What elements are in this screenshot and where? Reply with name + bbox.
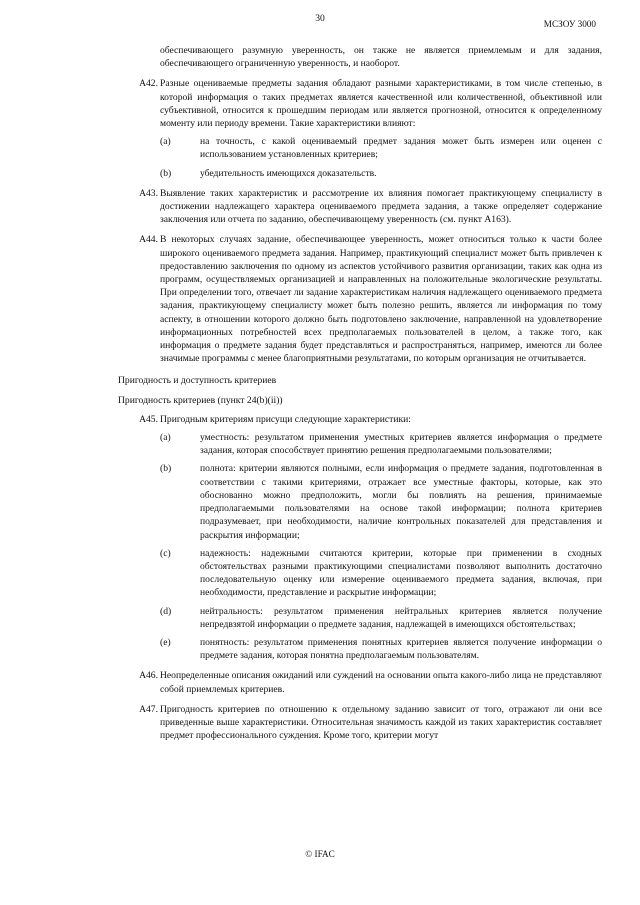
paragraph-number: A47. bbox=[139, 703, 158, 715]
paragraph-text: В некоторых случаях задание, обеспечивающее уверенность, может относиться только к части более широкого оцениваемого предмета задания. Например, практикующий специалист может быть привлечен к предоставлению заключения по одному из аспектов устойчивого развития организации, таких как одна из программ, осуществляемых организацией и направленных на положительные экологические результаты. При определении того, отвечает ли задание характеристикам наличия надлежащего оцениваемого предмета задания, практикующему специалисту может быть полезно решить, является ли информация по тому аспекту, в отношении которого должно быть подготовлено заключение, направленной на удовлетворение информационных потребностей всех предполагаемых пользователей в целом, а также того, как информация о предмете задания будет представляться и распространяться, например, имеются ли более значимые программы с менее благоприятными результатами, по которым организация не отчитывается. bbox=[160, 234, 602, 365]
paragraph-a43 bbox=[118, 187, 602, 227]
list-item-label: (b) bbox=[160, 463, 172, 475]
list-item-label: (a) bbox=[160, 136, 171, 148]
list-item-text: уместность: результатом применения уместных критериев является информация о предмете задания, которая способствует принятию решения предполагаемыми пользователями; bbox=[200, 432, 602, 457]
list-item bbox=[160, 135, 602, 161]
list-item bbox=[160, 167, 602, 180]
list-a42 bbox=[160, 135, 602, 180]
list-item bbox=[160, 636, 602, 662]
list-item-text: полнота: критерии являются полными, если информация о предмете задания, подготовленная в соответствии с такими критериями, отражает все уместные факторы, которые, как это обоснованно можно предположить, могли бы повлиять на решения, принимаемые предполагаемыми пользователями на основе такой информации; полнота критериев подразумевает, при необходимости, наличие контрольных показателей для представления и раскрытия информации; bbox=[200, 463, 602, 541]
list-item-text: надежность: надежными считаются критерии, которые при применении в сходных обстоятельствах разными практикующими специалистами позволяют выполнить достаточно последовательную оценку или измерение оцениваемого предмета задания, включая, при необходимости, представление и раскрытие информации; bbox=[200, 547, 602, 599]
paragraph-number: A45. bbox=[139, 413, 158, 425]
list-item bbox=[160, 547, 602, 600]
list-item-label: (e) bbox=[160, 636, 171, 648]
standard-header: МСЗОУ 3000 bbox=[543, 19, 596, 29]
list-item bbox=[160, 431, 602, 457]
paragraph-a47 bbox=[118, 703, 602, 743]
paragraph-number: A43. bbox=[139, 187, 158, 199]
paragraph-text: Выявление таких характеристик и рассмотрение их влияния помогает практикующему специалисту в достижении надлежащего характера оцениваемого предмета задания, а также определяет содержание заключения или отчета по заданию, обеспечивающему уверенность (см. пункт A163). bbox=[160, 187, 602, 226]
list-item-text: нейтральность: результатом применения нейтральных критериев является получение непредвзятой информации о предмете задания, надлежащей в имеющихся обстоятельствах; bbox=[200, 605, 602, 630]
intro-paragraph: обеспечивающего разумную уверенность, он также не является приемлемым и для задания, обеспечивающего ограниченную уверенность, и наоборот. bbox=[160, 45, 602, 70]
paragraph-text: Неопределенные описания ожиданий или суждений на основании опыта какого-либо лица не представляют собой приемлемых критериев. bbox=[160, 670, 602, 695]
list-item-label: (a) bbox=[160, 432, 171, 444]
paragraph-a46 bbox=[118, 669, 602, 695]
list-item bbox=[160, 462, 602, 541]
paragraph-text: Пригодным критериям присущи следующие характеристики: bbox=[160, 413, 411, 425]
page-number: 30 bbox=[315, 13, 325, 24]
paragraph-a42 bbox=[118, 77, 602, 179]
copyright-footer: © IFAC bbox=[305, 848, 335, 859]
paragraph-text: Пригодность критериев по отношению к отдельному заданию зависит от того, отражают ли они все приведенные выше характеристики. Относительная значимость каждой из таких характеристик составляет предмет профессионального суждения. Кроме того, критерии могут bbox=[160, 703, 602, 742]
list-item-text: на точность, с какой оцениваемый предмет задания может быть измерен или оценен с использованием установленных критериев; bbox=[200, 136, 602, 161]
section-heading: Пригодность и доступность критериев bbox=[118, 375, 277, 387]
paragraph-number: A44. bbox=[139, 234, 158, 246]
page-body bbox=[118, 44, 602, 749]
paragraph-text: Разные оцениваемые предметы задания обладают разными характеристиками, в том числе степенью, в которой информация о таких предметах является качественной или количественной, объективной или субъективной, относится к прошедшим периодам или является прогнозной, относится к определенному моменту или периоду времени. Такие характеристики влияют: bbox=[160, 78, 602, 130]
sub-heading: Пригодность критериев (пункт 24(b)(ii)) bbox=[118, 394, 283, 406]
paragraph-number: A46. bbox=[139, 670, 158, 682]
list-item-text: убедительность имеющихся доказательств. bbox=[200, 167, 377, 179]
list-a45 bbox=[160, 431, 602, 662]
paragraph-number: A42. bbox=[139, 78, 158, 90]
list-item-label: (c) bbox=[160, 547, 171, 559]
list-item bbox=[160, 605, 602, 631]
list-item-label: (b) bbox=[160, 167, 172, 179]
paragraph-a45 bbox=[118, 413, 602, 662]
list-item-label: (d) bbox=[160, 605, 172, 617]
list-item-text: понятность: результатом применения понятных критериев является получение информации о предмете задания, которая понятна предполагаемым пользователям. bbox=[200, 636, 602, 662]
paragraph-a44 bbox=[118, 233, 602, 365]
